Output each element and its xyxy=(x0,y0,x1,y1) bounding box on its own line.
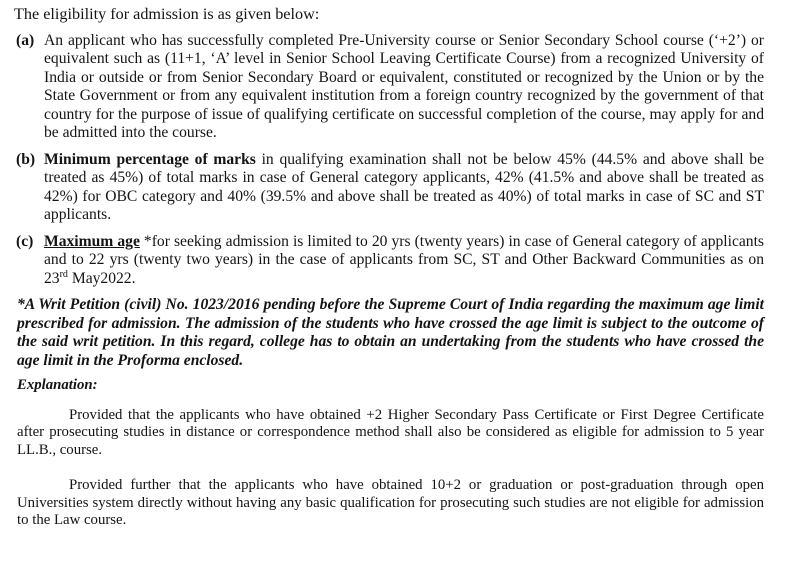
clause-c-text-before: *for seeking admission is limited to 20 yrs (twenty years) in case of General category of applicants and to 22 yrs (twenty two years) in the case of applicants from SC, ST and Other Backward Communities as on 23 xyxy=(44,232,764,287)
intro-text: The eligibility for admission is as given below: xyxy=(14,5,320,23)
writ-petition-note: *A Writ Petition (civil) No. 1023/2016 pending before the Supreme Court of India regarding the maximum age limit prescribed for admission. The admission of the students who have crossed the age limit is subject to the outcome of the said writ petition. In this regard, college has to obtain an undertaking from the students who have crossed the age limit in the Proforma enclosed. xyxy=(17,296,764,369)
clause-b-marker: (b) xyxy=(16,150,36,168)
clause-c-heading: Maximum age xyxy=(44,232,140,250)
clause-b-heading: Minimum percentage of marks xyxy=(44,150,256,168)
clause-c-date-superscript: rd xyxy=(59,268,68,280)
explanation-paragraph-1: Provided that the applicants who have obtained +2 Higher Secondary Pass Certificate or First Degree Certificate after prosecuting studies in distance or correspondence method shall also be considered as eligible for admission to 5 year LL.B., course. xyxy=(17,406,764,458)
clause-a xyxy=(14,32,764,143)
clause-b xyxy=(14,151,764,225)
clause-a-marker: (a) xyxy=(16,31,35,49)
clause-c-text-after: May2022. xyxy=(67,269,136,287)
clause-c xyxy=(14,233,764,289)
explanation-heading: Explanation: xyxy=(17,377,98,393)
explanation-paragraph-2: Provided further that the applicants who have obtained 10+2 or graduation or post-graduation through open Universities system directly without having any basic qualification for prosecuting such studies are not eligible for admission to the Law course. xyxy=(17,477,764,528)
clause-a-text: An applicant who has successfully completed Pre-University course or Senior Secondary School course (‘+2’) or equivalent such as (11+1, ‘A’ level in Senior School Leaving Certificate Course) from a recognized University of India or outside or from Senior Secondary Board or equivalent, constituted or recognized by the Union or by the State Government or from any equivalent institution from a foreign country recognized by the government of that country for the purpose of issue of qualifying certificate on successful completion of the course, may apply for and be admitted into the course. xyxy=(44,31,764,141)
clause-b-text: in qualifying examination shall not be below 45% (44.5% and above shall be treated as 45%) of total marks in case of General category applicants, 42% (41.5% and above shall be treated as 42%) for OBC category and 40% (39.5% and above shall be treated as 40%) of total marks in case of SC and ST applicants. xyxy=(44,150,764,223)
clause-c-marker: (c) xyxy=(16,232,34,250)
